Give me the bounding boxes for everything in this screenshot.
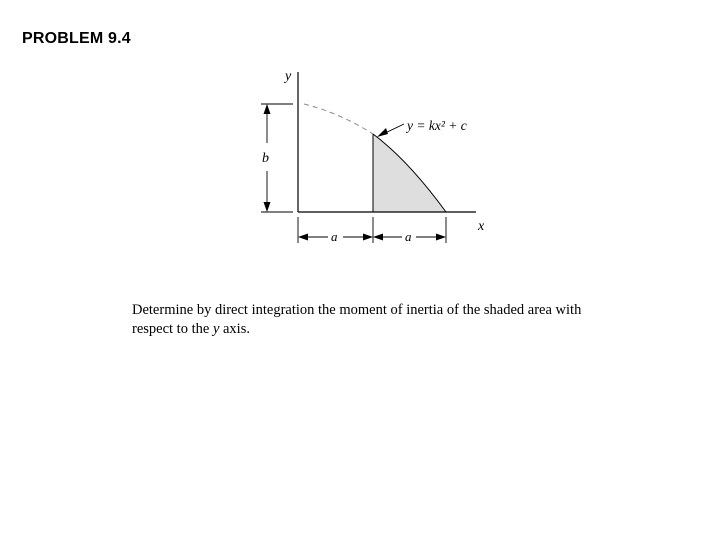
width-dim-1-arrow-right <box>363 234 373 241</box>
problem-statement-text: Determine by direct integration the moment of inertia of the shaded area with respect to the <box>132 302 582 337</box>
height-dim-arrow-bottom <box>264 202 271 212</box>
problem-statement-variable: y <box>212 321 220 337</box>
height-dim-arrow-top <box>264 104 271 114</box>
height-label: b <box>262 151 269 166</box>
x-axis-label: x <box>478 219 485 234</box>
shaded-area <box>373 134 446 212</box>
equation-leader-arrowhead <box>377 128 388 137</box>
problem-statement <box>132 301 612 339</box>
dashed-curve <box>304 104 373 134</box>
width-dim-2-arrow-left <box>373 234 383 241</box>
width-dim-2-arrow-right <box>436 234 446 241</box>
width-label-2: a <box>405 229 412 244</box>
equation-label: y = kx² + c <box>407 118 467 133</box>
width-dim-1-arrow-left <box>298 234 308 241</box>
width-label-1: a <box>331 229 338 244</box>
y-axis-label: y <box>285 69 292 84</box>
problem-statement-end: axis. <box>219 321 250 337</box>
problem-title: PROBLEM 9.4 <box>22 30 131 47</box>
